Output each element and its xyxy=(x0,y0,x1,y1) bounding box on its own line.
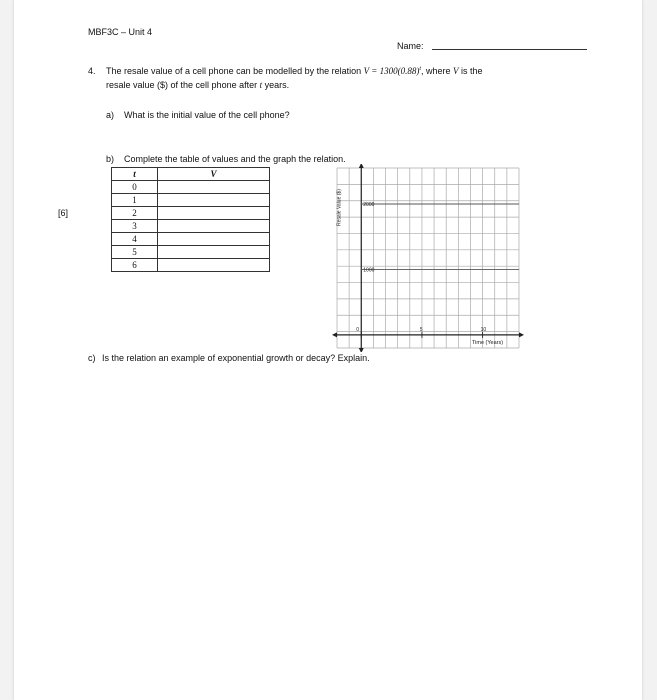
header-t: t xyxy=(112,168,158,181)
y-axis-arrow-icon xyxy=(359,164,364,168)
name-blank-line xyxy=(432,49,587,50)
x-tick-label: 10 xyxy=(480,326,487,333)
t-cell: 0 xyxy=(112,181,158,194)
y-tick-label: 2000 xyxy=(363,202,375,208)
name-label: Name: xyxy=(397,41,424,51)
table-row xyxy=(112,207,270,220)
table-row xyxy=(112,233,270,246)
v-cell[interactable] xyxy=(158,259,270,272)
table-row xyxy=(112,181,270,194)
t-cell: 6 xyxy=(112,259,158,272)
header-v: V xyxy=(158,168,270,181)
y-axis-title: Resale Value ($) xyxy=(336,189,343,226)
table-row xyxy=(112,259,270,272)
table-row xyxy=(112,246,270,259)
marks-badge: [6] xyxy=(58,208,69,218)
y-tick-label: 1000 xyxy=(363,267,375,274)
x-tick-label: 0 xyxy=(356,326,360,333)
worksheet-page xyxy=(14,0,642,700)
part-a-question: What is the initial value of the cell phone? xyxy=(124,110,290,120)
table-row xyxy=(112,220,270,233)
x-axis-arrow-icon xyxy=(519,332,524,337)
v-cell[interactable] xyxy=(158,207,270,220)
question-line-2: resale value ($) of the cell phone after t years. xyxy=(106,80,290,90)
t-cell: 5 xyxy=(112,246,158,259)
y-axis-arrow-icon xyxy=(359,348,364,352)
table-row xyxy=(112,194,270,207)
part-a-label: a) xyxy=(106,110,115,120)
t-cell: 4 xyxy=(112,233,158,246)
t-cell: 1 xyxy=(112,194,158,207)
x-axis-arrow-icon xyxy=(332,332,337,337)
course-title: MBF3C – Unit 4 xyxy=(88,27,153,37)
v-cell[interactable] xyxy=(158,220,270,233)
question-line-1: The resale value of a cell phone can be modelled by the relation $V = 1300(0.88)^t$, where V is the xyxy=(106,66,483,76)
part-b-question: Complete the table of values and the graph the relation. xyxy=(124,154,346,164)
v-cell[interactable] xyxy=(158,181,270,194)
part-b-label: b) xyxy=(106,154,115,164)
x-axis-title: Time (Years) xyxy=(472,339,504,346)
x-tick-label: 5 xyxy=(419,326,423,333)
part-c-label: c) xyxy=(88,353,96,363)
t-cell: 2 xyxy=(112,207,158,220)
graph-grid[interactable] xyxy=(329,164,525,352)
question-number: 4. xyxy=(88,66,96,76)
t-cell: 3 xyxy=(112,220,158,233)
equation: $V = 1300(0.88)^t$ xyxy=(363,66,421,76)
v-cell[interactable] xyxy=(158,246,270,259)
v-cell[interactable] xyxy=(158,194,270,207)
table-of-values xyxy=(111,167,270,272)
part-c-question: Is the relation an example of exponential growth or decay? Explain. xyxy=(102,353,370,363)
v-cell[interactable] xyxy=(158,233,270,246)
table-header-row xyxy=(112,168,270,181)
